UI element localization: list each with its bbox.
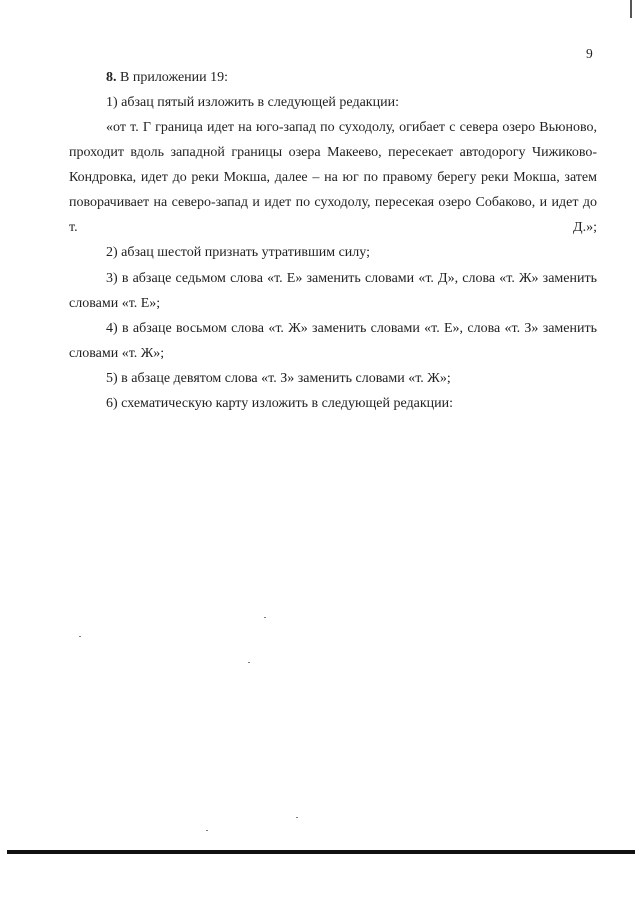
paragraph-2: 2) абзац шестой признать утратившим силу; [106, 245, 370, 260]
scan-speck [248, 662, 250, 663]
section-number: 8. [106, 70, 117, 85]
scan-speck [79, 636, 81, 637]
scan-speck [296, 817, 298, 818]
page-number: 9 [586, 46, 593, 61]
bottom-rule [7, 850, 635, 854]
paragraph-6: 6) схематическую карту изложить в следующей редакции: [106, 396, 453, 411]
section-heading-text: В приложении 19: [116, 70, 229, 85]
scan-edge-mark [630, 0, 632, 18]
paragraph-5: 5) в абзаце девятом слова «т. З» заменить словами «т. Ж»; [106, 371, 451, 386]
scan-speck [206, 830, 208, 831]
paragraph-1: 1) абзац пятый изложить в следующей редакции: [106, 95, 399, 110]
scan-speck [264, 617, 266, 618]
section-heading [69, 65, 597, 90]
paragraph-3: 3) в абзаце седьмом слова «т. Е» заменить словами «т. Д», слова «т. Ж» заменить словами «т. Е»; [69, 271, 597, 311]
paragraph-quote: «от т. Г граница идет на юго-запад по суходолу, огибает с севера озеро Вьюново, проходит вдоль западной границы озера Макеево, пересекает автодорогу Чижиково-Кондровка, идет до реки Мокша, далее – на юг по правому берегу реки Мокша, затем поворачивает на северо-запад и идет по суходолу, пересекая озеро Собаково, и идет до т. Д.»; [69, 120, 597, 235]
paragraph-4: 4) в абзаце восьмом слова «т. Ж» заменить словами «т. Е», слова «т. З» заменить словами «т. Ж»; [69, 321, 597, 361]
